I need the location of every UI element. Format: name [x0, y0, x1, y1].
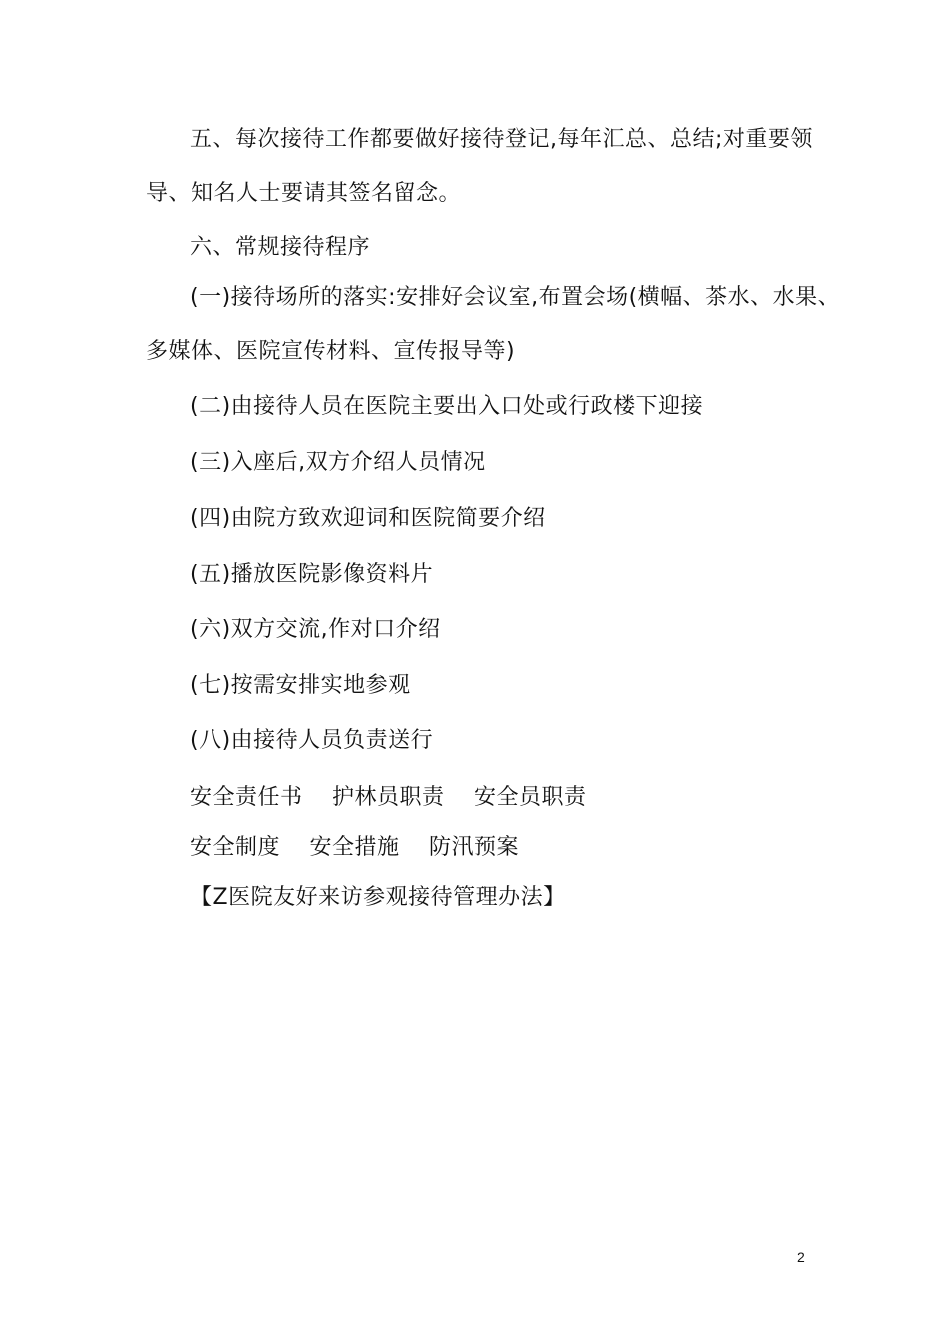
procedure-step: (八)由接待人员负责送行	[190, 728, 434, 753]
related-link[interactable]: 安全制度	[190, 835, 281, 860]
related-links-row	[190, 784, 609, 812]
related-link[interactable]: 安全责任书	[190, 785, 303, 810]
related-link[interactable]: 护林员职责	[332, 785, 445, 810]
related-link[interactable]: 防汛预案	[429, 835, 520, 860]
procedure-step: (四)由院方致欢迎词和医院简要介绍	[190, 506, 546, 531]
section-heading: 六、常规接待程序	[190, 235, 371, 260]
paragraph-line: (一)接待场所的落实:安排好会议室,布置会场(横幅、茶水、水果、	[190, 285, 841, 310]
procedure-step: (三)入座后,双方介绍人员情况	[190, 450, 486, 475]
procedure-step: (二)由接待人员在医院主要出入口处或行政楼下迎接	[190, 394, 704, 419]
page-number: 2	[797, 1249, 805, 1265]
procedure-step: (六)双方交流,作对口介绍	[190, 617, 441, 642]
procedure-step: (七)按需安排实地参观	[190, 673, 411, 698]
related-link[interactable]: 安全措施	[309, 835, 400, 860]
related-links-row	[190, 834, 541, 862]
paragraph-line: 五、每次接待工作都要做好接待登记,每年汇总、总结;对重要领	[190, 127, 813, 152]
paragraph-line: 导、知名人士要请其签名留念。	[146, 181, 462, 206]
document-title-link[interactable]: 【Z医院友好来访参观接待管理办法】	[190, 885, 566, 910]
procedure-step: (五)播放医院影像资料片	[190, 562, 434, 587]
related-link[interactable]: 安全员职责	[474, 785, 587, 810]
paragraph-line: 多媒体、医院宣传材料、宣传报导等)	[146, 339, 516, 364]
